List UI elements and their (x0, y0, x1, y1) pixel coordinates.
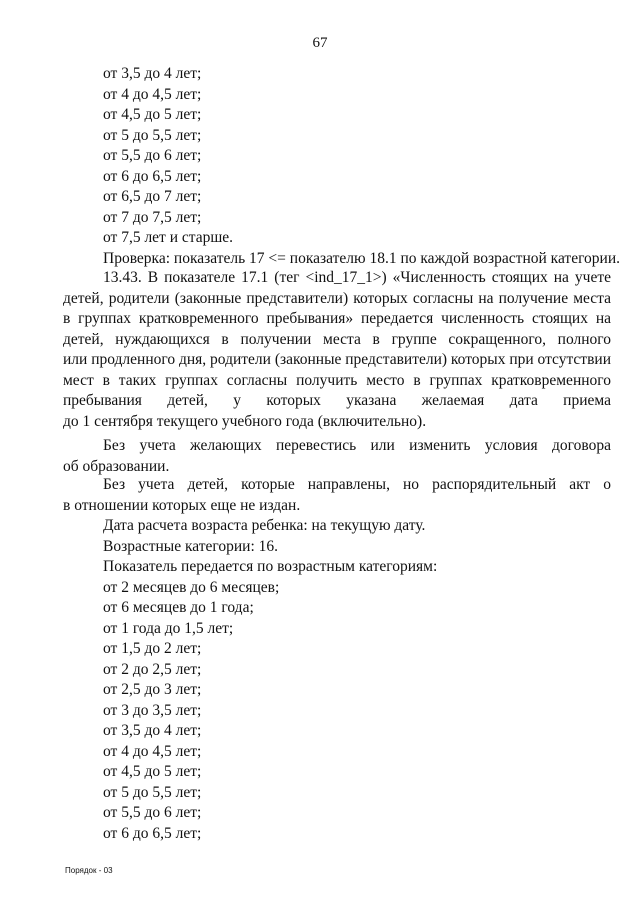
paragraph-line: Без учета желающих перевестись или изменить условия договора (103, 437, 611, 454)
paragraph-13-43 (63, 268, 611, 432)
paragraph-line: до 1 сентября текущего учебного года (включительно). (63, 412, 427, 430)
transmitted-line: Показатель передается по возрастным категориям: (103, 558, 438, 575)
list-item: от 2 месяцев до 6 месяцев; (103, 578, 280, 596)
list-item: от 3 до 3,5 лет; (103, 701, 202, 719)
list-item: от 7 до 7,5 лет; (103, 208, 202, 226)
paragraph-line: детей, родители (законные представители) которых согласны на получение места (63, 289, 611, 307)
paragraph-line: в группах кратковременного пребывания» передается численность стоящих на (63, 310, 611, 327)
paragraph-line: детей, нуждающихся в получении места в группе сокращенного, полного (63, 330, 611, 348)
paragraph-line: Без учета детей, которые направлены, но распорядительный акт о (103, 476, 611, 493)
list-item: от 6 до 6,5 лет; (103, 167, 202, 185)
list-item: от 7,5 лет и старше. (103, 229, 234, 246)
list-item: от 6,5 до 7 лет; (103, 188, 202, 205)
age-categories-line: Возрастные категории: 16. (103, 537, 279, 555)
list-item: от 1 года до 1,5 лет; (103, 619, 234, 637)
list-item: от 4,5 до 5 лет; (103, 106, 202, 123)
check-line: Проверка: показатель 17 <= показателю 18.1 по каждой возрастной категории. (103, 249, 621, 267)
date-calc-line: Дата расчета возраста ребенка: на текущую дату. (103, 517, 426, 534)
list-item: от 5 до 5,5 лет; (103, 126, 202, 144)
paragraph-line: или продленного дня, родители (законные представители) которых при отсутствии (63, 351, 611, 368)
list-item: от 5,5 до 6 лет; (103, 147, 202, 164)
list-item: от 6 до 6,5 лет; (103, 824, 202, 842)
list-item: от 4 до 4,5 лет; (103, 85, 202, 103)
paragraph-line: мест в таких группах согласны получить место в группах кратковременного (63, 371, 611, 389)
list-item: от 4,5 до 5 лет; (103, 763, 202, 780)
list-item: от 5,5 до 6 лет; (103, 804, 202, 821)
list-item: от 2 до 2,5 лет; (103, 660, 202, 678)
paragraph-exclusion-1 (63, 436, 611, 477)
list-item: от 5 до 5,5 лет; (103, 783, 202, 801)
page-number: 67 (312, 35, 328, 51)
paragraph-line: об образовании. (63, 457, 170, 475)
paragraph-line: 13.43. В показателе 17.1 (тег <ind_17_1>) «Численность стоящих на учете (103, 269, 611, 286)
list-item: от 4 до 4,5 лет; (103, 742, 202, 760)
paragraph-exclusion-2 (63, 475, 611, 844)
age-list-2 (63, 578, 611, 845)
list-item: от 1,5 до 2 лет; (103, 640, 202, 657)
paragraph-line: в отношении которых еще не издан. (63, 496, 301, 514)
paragraph-line: пребывания детей, у которых указана желаемая дата приема (63, 392, 611, 409)
age-list-1 (63, 64, 621, 269)
list-item: от 3,5 до 4 лет; (103, 65, 202, 82)
list-item: от 6 месяцев до 1 года; (103, 599, 254, 616)
footer-label: Порядок - 03 (65, 866, 113, 875)
list-item: от 2,5 до 3 лет; (103, 681, 202, 698)
list-item: от 3,5 до 4 лет; (103, 722, 202, 739)
